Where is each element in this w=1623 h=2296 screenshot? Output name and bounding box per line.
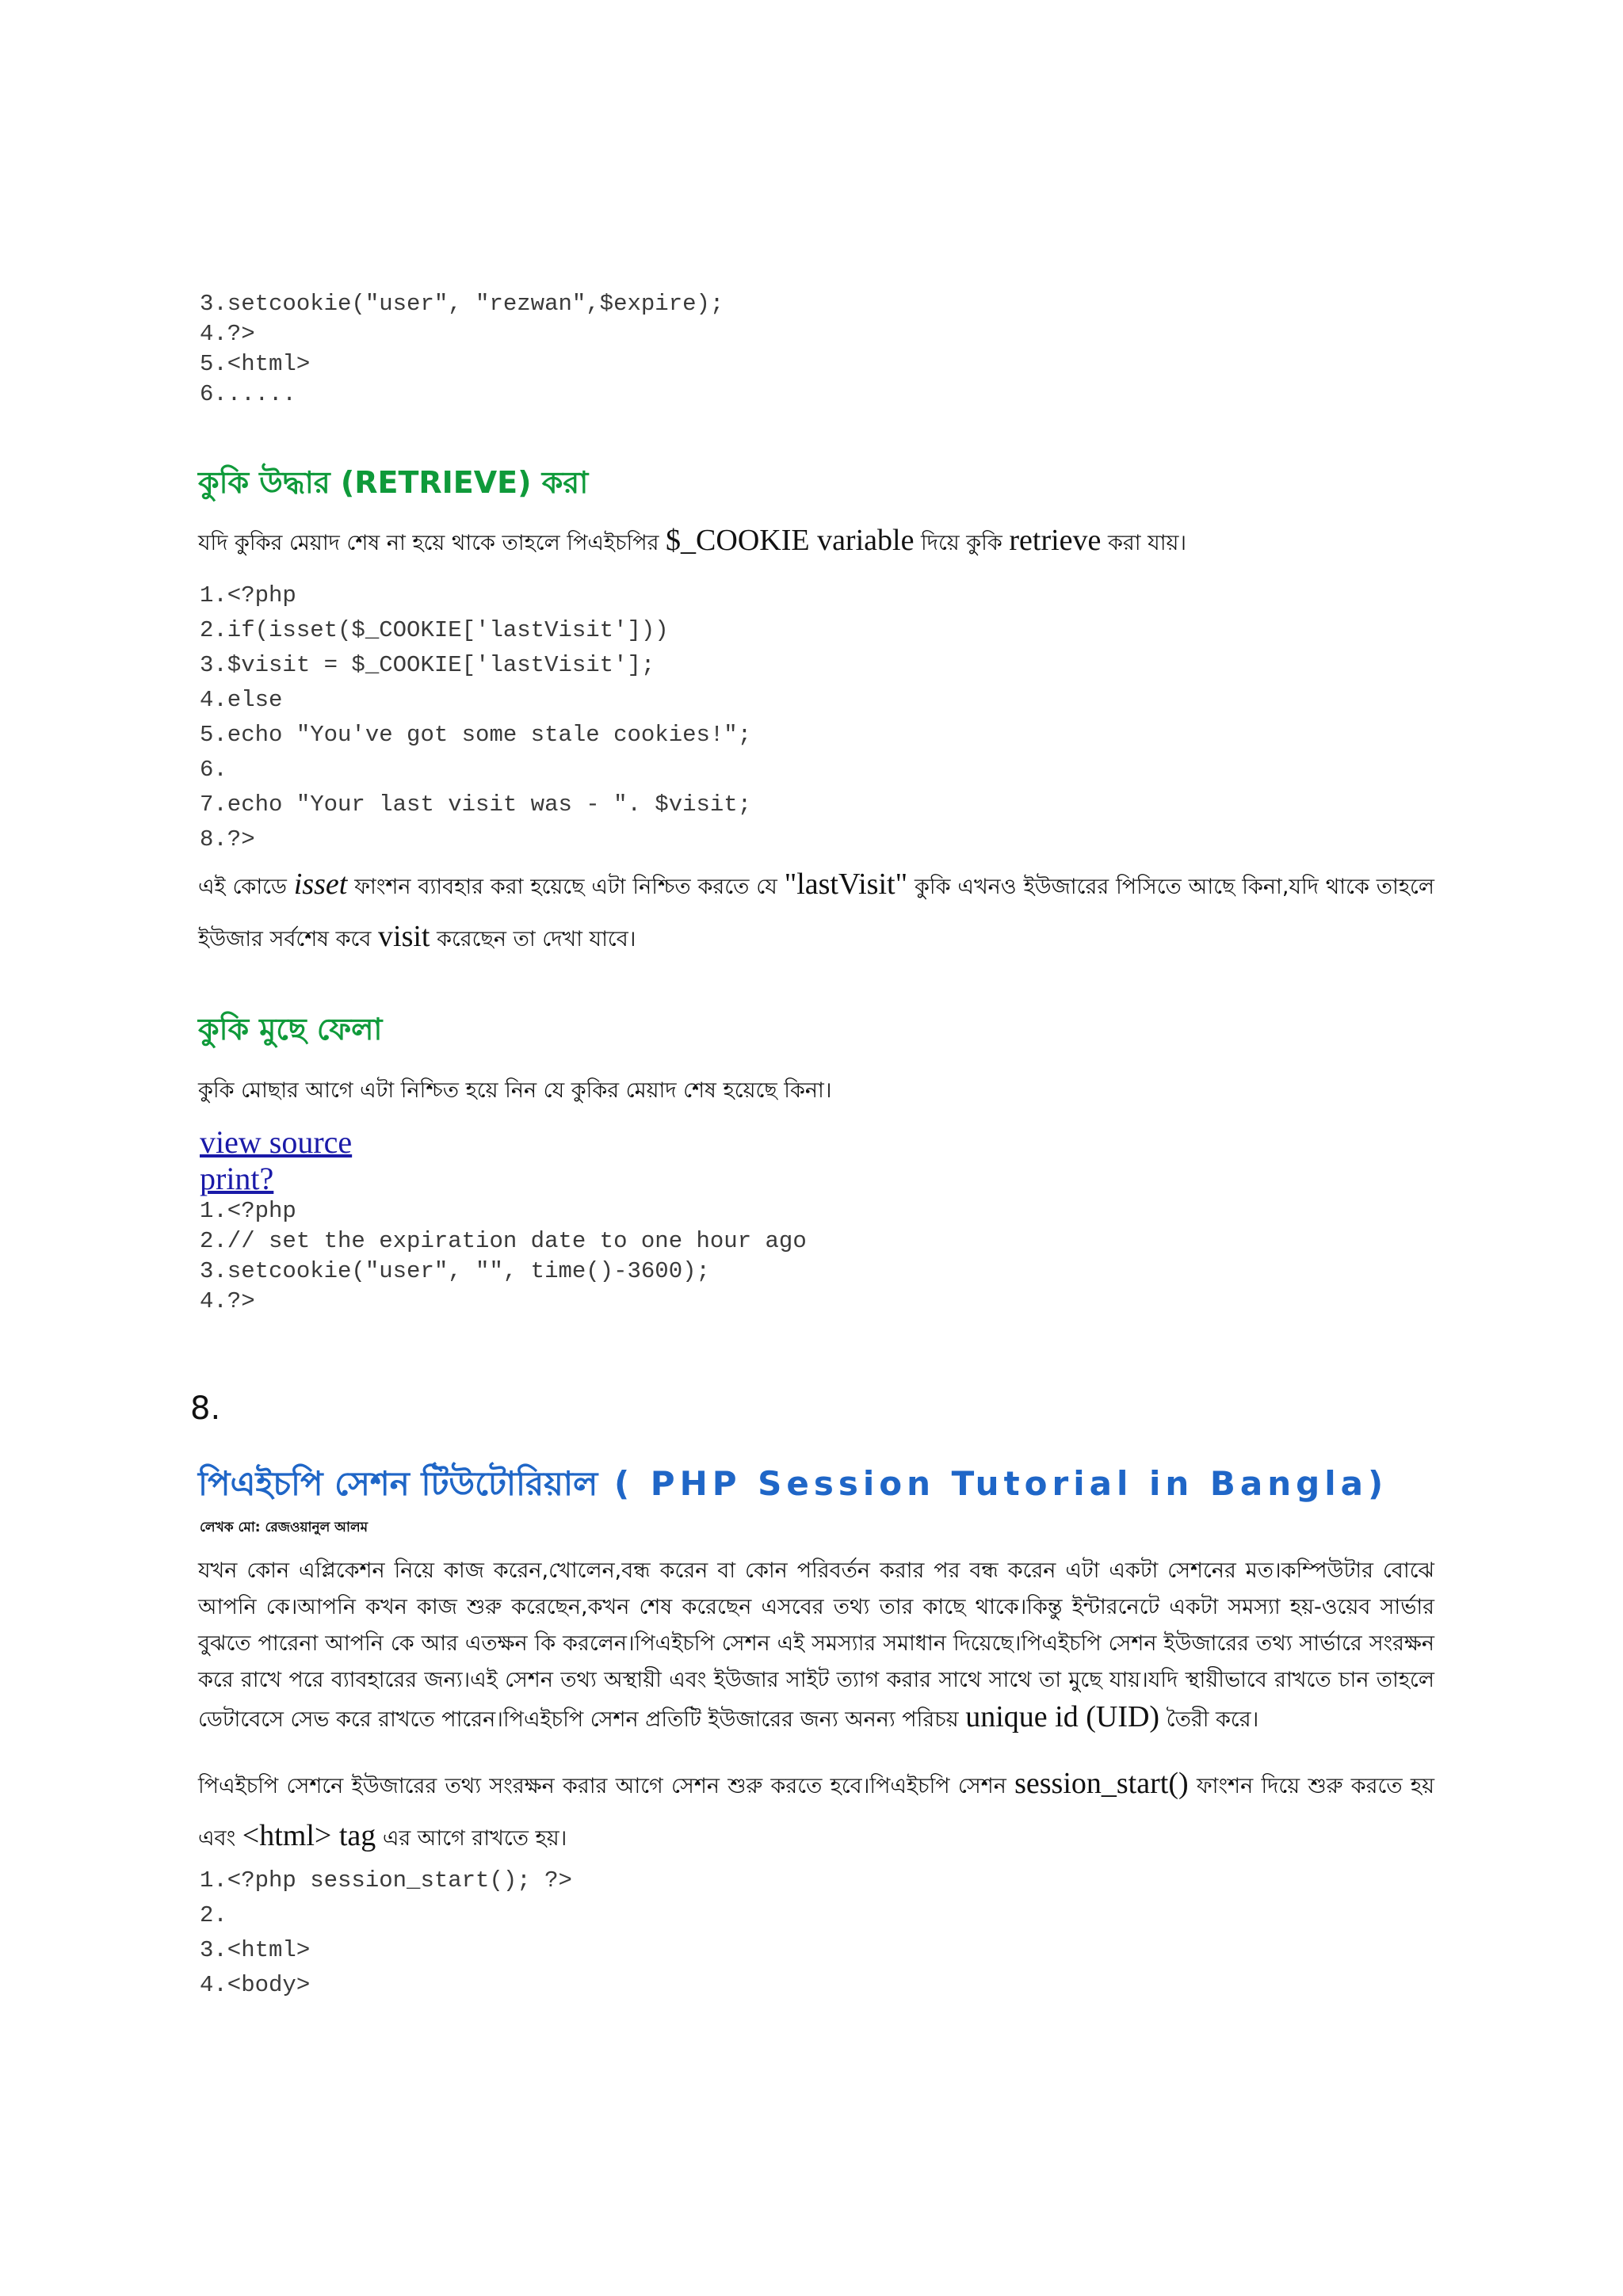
heading-php-session: পিএইচপি সেশন টিউটোরিয়াল ( PHP Session Tutorial in Bangla) <box>198 1464 1388 1503</box>
code-line: 3.setcookie("user", "rezwan",$expire); <box>200 291 724 317</box>
code-line: 5.echo "You've got some stale cookies!"; <box>200 722 752 748</box>
code-block-delete <box>200 1196 807 1317</box>
code-block-setcookie <box>200 289 724 410</box>
author-byline: লেখক মো: রেজওয়ানুল আলম <box>200 1520 369 1535</box>
code-line: 6...... <box>200 381 296 407</box>
section-number: 8. <box>190 1390 221 1427</box>
code-line: 7.echo "Your last visit was - ". $visit; <box>200 791 752 818</box>
heading-cookie-retrieve: কুকি উদ্ধার (RETRIEVE) করা <box>198 465 589 500</box>
code-line: 3.$visit = $_COOKIE['lastVisit']; <box>200 652 655 678</box>
isset-paragraph: এই কোডে isset ফাংশন ব্যাবহার করা হয়েছে এটা নিশ্চিত করতে যে "lastVisit" কুকি এখনও ইউজারের পিসিতে আছে কিনা,যদি থাকে তাহলে ইউজার সর্বশেষ কবে visit করেছেন তা দেখা যাবে। <box>198 868 1434 953</box>
code-line: 4.<body> <box>200 1972 311 1998</box>
code-line: 1.<?php <box>200 582 296 608</box>
heading-cookie-delete: কুকি মুছে ফেলা <box>198 1012 383 1047</box>
code-line: 3.setcookie("user", "", time()-3600); <box>200 1258 710 1284</box>
retrieve-paragraph: যদি কুকির মেয়াদ শেষ না হয়ে থাকে তাহলে পিএইচপির $_COOKIE variable দিয়ে কুকি retrieve করা যায়। <box>198 524 1187 557</box>
code-line: 4.?> <box>200 1288 255 1314</box>
code-block-session <box>200 1863 572 2003</box>
view-source-link[interactable]: view source <box>200 1124 353 1160</box>
code-block-retrieve <box>200 578 751 857</box>
code-line: 2. <box>200 1902 227 1928</box>
print-link[interactable]: print? <box>200 1161 274 1196</box>
code-line: 1.<?php session_start(); ?> <box>200 1867 572 1894</box>
code-line: 2.if(isset($_COOKIE['lastVisit'])) <box>200 617 669 643</box>
code-line: 3.<html> <box>200 1937 311 1963</box>
code-line: 4.?> <box>200 321 255 347</box>
code-line: 5.<html> <box>200 351 311 377</box>
code-line: 1.<?php <box>200 1198 296 1224</box>
code-line: 2.// set the expiration date to one hour ago <box>200 1228 807 1254</box>
code-line: 6. <box>200 757 227 783</box>
session-paragraph-2: পিএইচপি সেশনে ইউজারের তথ্য সংরক্ষন করার আগে সেশন শুরু করতে হবে।পিএইচপি সেশন session_start() ফাংশন দিয়ে শুরু করতে হয় এবং <html> tag এর আগে রাখতে হয়। <box>198 1767 1434 1852</box>
session-paragraph-1: যখন কোন এপ্লিকেশন নিয়ে কাজ করেন,খোলেন,বন্ধ করেন বা কোন পরিবর্তন করার পর বন্ধ করেন এটা একটা সেশনের মত।কম্পিউটার বোঝে আপনি কে।আপনি কখন কাজ শুরু করেছেন,কখন শেষ করেছেন এসবের তথ্য তার কাছে থাকে।কিন্তু ইন্টারনেটে একটা সমস্যা হয়-ওয়েব সার্ভার বুঝতে পারেনা আপনি কে আর এতক্ষন কি করলেন।পিএইচপি সেশন এই সমস্যার সমাধান দিয়েছে।পিএইচপি সেশন ইউজারের তথ্য সার্ভারে সংরক্ষন করে রাখে পরে ব্যাবহারের জন্য।এই সেশন তথ্য অস্থায়ী এবং ইউজার সাইট ত্যাগ করার সাথে সাথে তা মুছে যায়।যদি স্থায়ীভাবে রাখতে চান তাহলে ডেটাবেসে সেভ করে রাখতে পারেন।পিএইচপি সেশন প্রতিটি ইউজারের জন্য অনন্য পরিচয় unique id (UID) তৈরী করে। <box>198 1558 1434 1733</box>
code-line: 4.else <box>200 687 283 713</box>
delete-paragraph: কুকি মোছার আগে এটা নিশ্চিত হয়ে নিন যে কুকির মেয়াদ শেষ হয়েছে কিনা। <box>198 1078 832 1103</box>
code-line: 8.?> <box>200 826 255 852</box>
